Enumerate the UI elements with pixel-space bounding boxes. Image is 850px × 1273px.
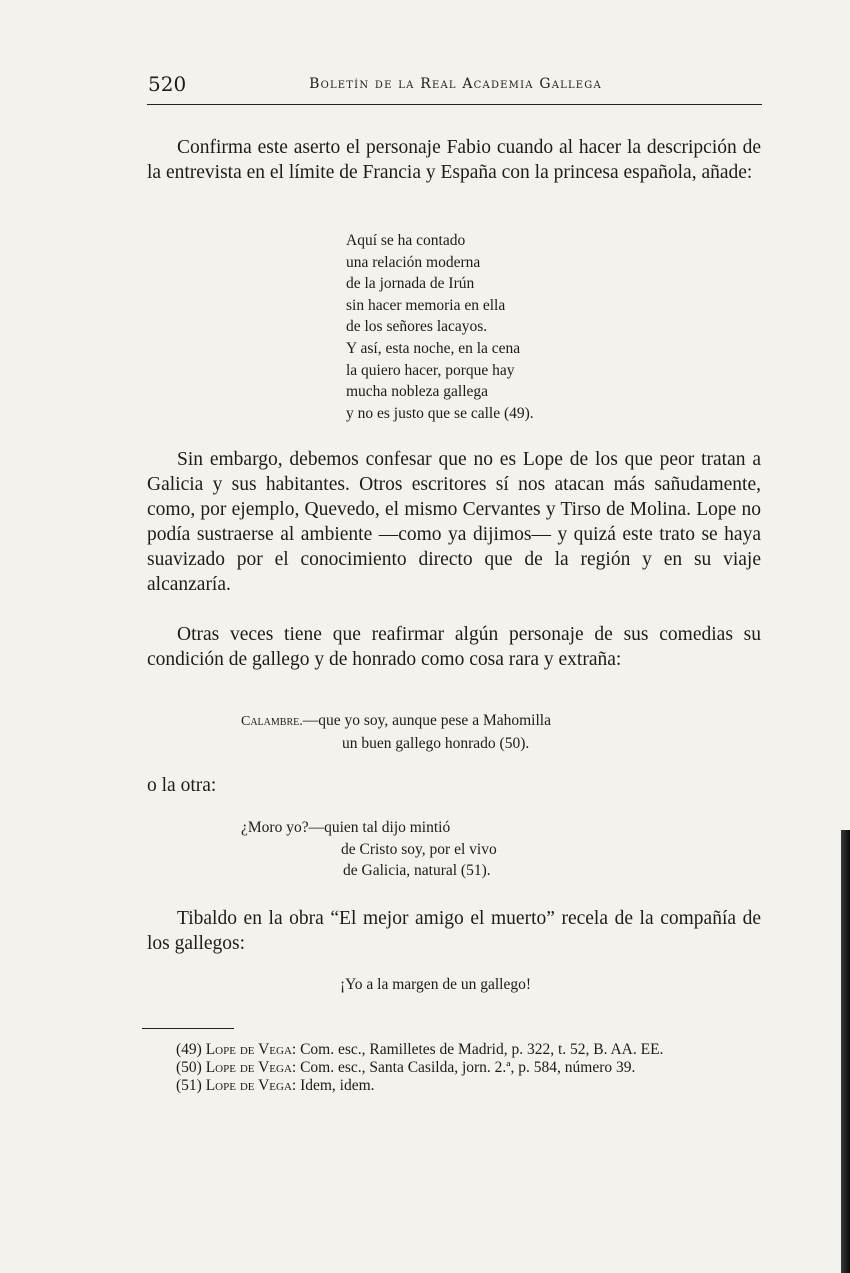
verse-quote-2 (241, 817, 497, 882)
verse-line: de los señores lacayos. (346, 318, 488, 336)
footnote-text: Com. esc., Ramilletes de Madrid, p. 322, t. 52, B. AA. EE. (300, 1041, 664, 1058)
verse-line: mucha nobleza gallega (346, 383, 489, 401)
page-edge-shadow (841, 830, 850, 1273)
dialogue-quote (241, 710, 551, 754)
footnote-text: Idem, idem. (300, 1077, 375, 1094)
footnote (142, 1077, 756, 1095)
footnote-author: Lope de Vega: (205, 1077, 297, 1094)
footnote (142, 1041, 756, 1059)
footnote-author: Lope de Vega: (205, 1059, 297, 1076)
verse-line: una relación moderna (346, 253, 481, 271)
verse-quote-3 (340, 974, 531, 996)
verse-line: ¡Yo a la margen de un gallego! (340, 976, 531, 993)
verse-quote-1 (346, 230, 534, 424)
page-number: 520 (148, 72, 187, 96)
footnotes (142, 1041, 756, 1095)
verse-line: la quiero hacer, porque hay (346, 361, 515, 379)
footnote-author: Lope de Vega: (205, 1041, 297, 1058)
footnote-number: (50) (176, 1059, 202, 1076)
verse-line: sin hacer memoria en ella (346, 296, 506, 314)
dialogue-line: —que yo soy, aunque pese a Mahomilla (302, 712, 551, 729)
paragraph-2: Sin embargo, debemos confesar que no es Lope de los que peor tratan a Galicia y sus habitantes. Otros escritores sí nos atacan más sañudamente, como, por ejemplo, Quevedo, el mismo Cervantes y Tirso de Molina. Lope no podía sustraerse al ambiente —como ya dijimos— y quizá este trato se haya suavizado por el conocimiento directo que de la región y en su viaje alcanzaría. (147, 449, 761, 595)
verse-line: ¿Moro yo?—quien tal dijo mintió (241, 819, 451, 836)
footnote-number: (51) (176, 1077, 202, 1094)
paragraph-3: Otras veces tiene que reafirmar algún personaje de sus comedias su condición de gallego y de honrado como cosa rara y extraña: (147, 624, 761, 670)
footnote-number: (49) (176, 1041, 202, 1058)
paragraph-4: o la otra: (147, 775, 217, 796)
footnote-text: Com. esc., Santa Casilda, jorn. 2.ª, p. 584, número 39. (300, 1059, 636, 1076)
dialogue-line: un buen gallego honrado (50). (342, 734, 530, 752)
verse-line: Aquí se ha contado (346, 232, 466, 249)
page-header (148, 72, 763, 104)
footnote-rule (142, 1028, 234, 1029)
verse-line: de Galicia, natural (51). (343, 862, 491, 880)
verse-line: de la jornada de Irún (346, 275, 475, 293)
verse-line: y no es justo que se calle (49). (346, 404, 534, 422)
header-rule (147, 104, 762, 105)
paragraph-1: Confirma este aserto el personaje Fabio cuando al hacer la descripción de la entrevista en el límite de Francia y España con la princesa española, añade: (147, 137, 761, 183)
running-title: Boletín de la Real Academia Gallega (309, 76, 602, 92)
paragraph-5: Tibaldo en la obra “El mejor amigo el muerto” recela de la compañía de los gallegos: (147, 908, 761, 954)
speaker-name: Calambre. (241, 714, 303, 729)
verse-line: de Cristo soy, por el vivo (341, 840, 497, 858)
footnote (142, 1059, 756, 1077)
verse-line: Y así, esta noche, en la cena (346, 339, 521, 357)
